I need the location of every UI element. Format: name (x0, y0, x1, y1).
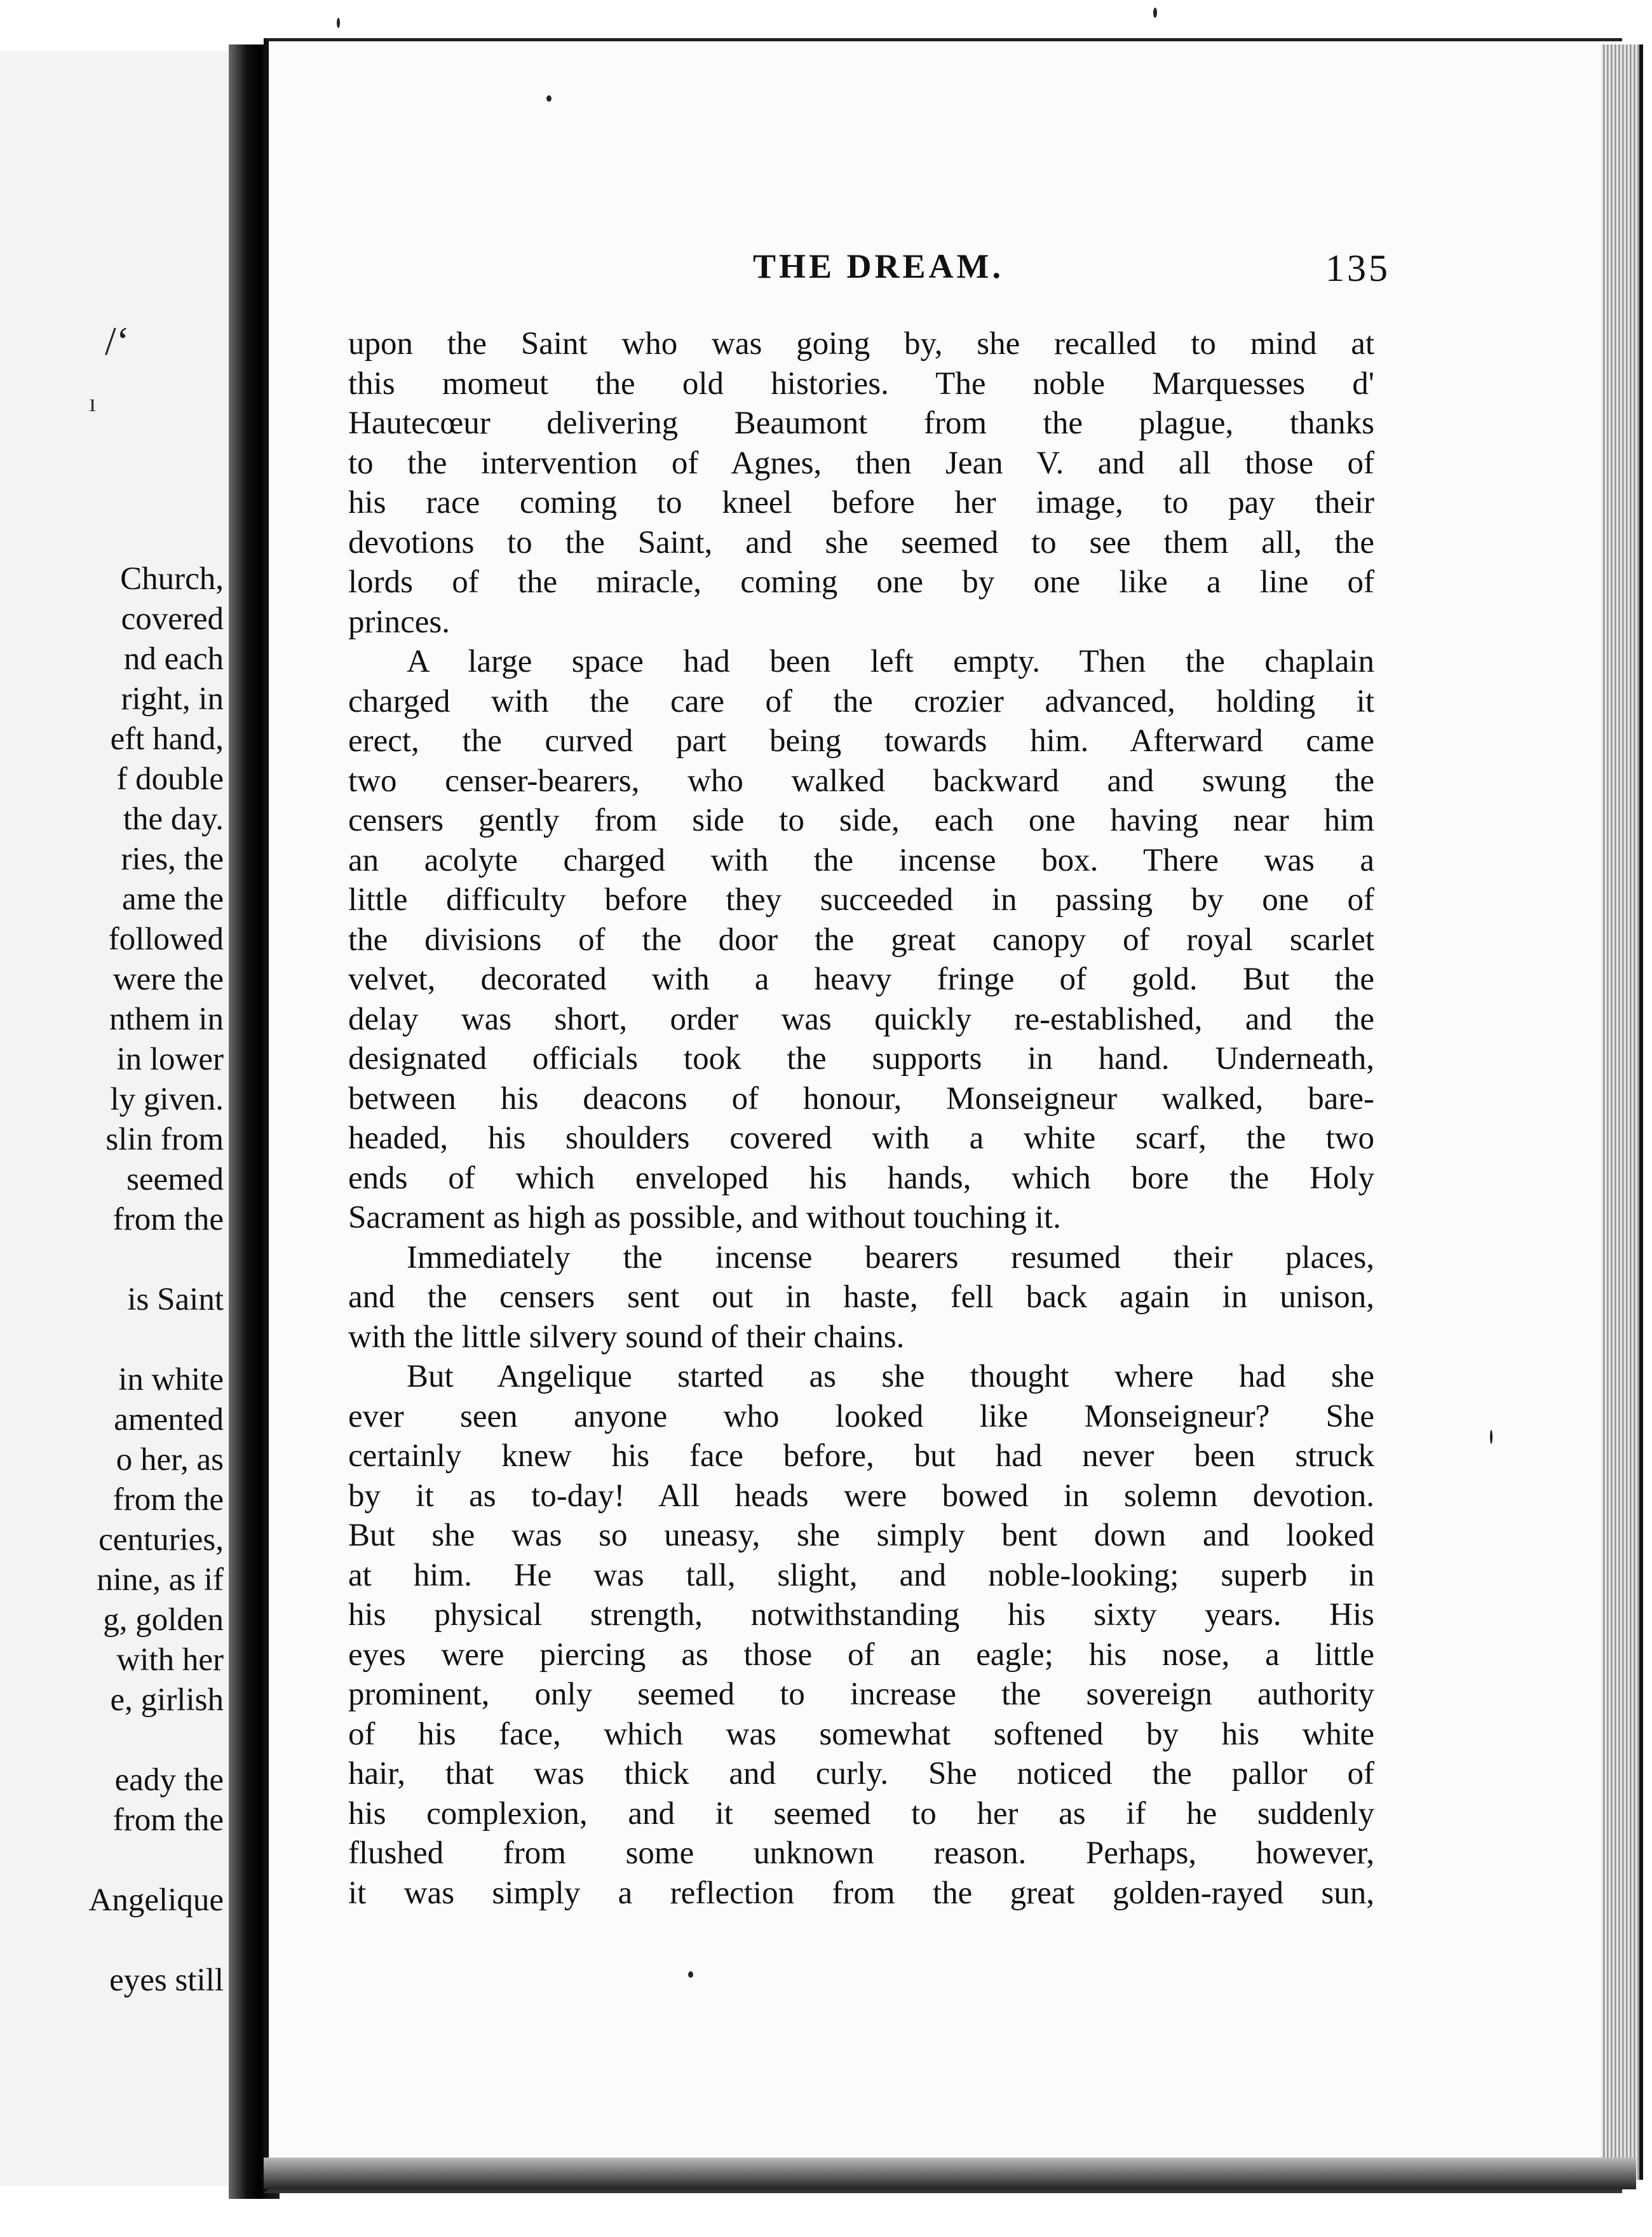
left-page-line: from the (112, 1802, 224, 1838)
body-line: hair, that was thick and curly. She noticed the pallor of (348, 1756, 1374, 1792)
body-line: certainly knew his face before, but had never been struck (348, 1438, 1374, 1474)
body-line: But Angelique started as she thought where had she (407, 1359, 1374, 1394)
left-page-text (0, 559, 229, 2001)
bottom-edge-shadow (264, 2158, 1636, 2189)
body-line: A large space had been left empty. Then the chaplain (407, 644, 1374, 679)
dust-speck (337, 18, 340, 28)
left-page-line: centuries, (98, 1522, 224, 1558)
left-page-line: slin from (105, 1122, 224, 1157)
left-page-line: ries, the (121, 841, 224, 877)
body-line: at him. He was tall, slight, and noble-looking; superb in (348, 1557, 1374, 1593)
left-page-line: e, girlish (110, 1682, 224, 1718)
left-page-line: ame the (122, 881, 224, 917)
left-page-line: the day. (123, 801, 224, 837)
left-page-line: in white (118, 1362, 224, 1397)
left-page-line: with her (116, 1642, 224, 1678)
body-line: prominent, only seemed to increase the sovereign authority (348, 1676, 1374, 1712)
left-page-line: ly given. (110, 1082, 224, 1117)
body-line: ever seen anyone who looked like Monseigneur? She (348, 1398, 1374, 1434)
body-line: his physical strength, notwithstanding his sixty years. His (348, 1597, 1374, 1633)
left-page-line: nd each (123, 641, 224, 677)
left-page-line: right, in (121, 681, 224, 717)
left-page-line: g, golden (103, 1602, 224, 1638)
left-page-line: were the (112, 962, 224, 997)
body-line: two censer-bearers, who walked backward and swung the (348, 763, 1374, 799)
body-line: headed, his shoulders covered with a white scarf, the two (348, 1120, 1374, 1156)
page-mark-glyph: /ʻ (105, 318, 130, 364)
body-line: designated officials took the supports in hand. Underneath, (348, 1041, 1374, 1077)
page-number: 135 (1325, 247, 1390, 289)
body-line: and the censers sent out in haste, fell back again in unison, (348, 1279, 1374, 1315)
body-line: his complexion, and it seemed to her as if he suddenly (348, 1795, 1374, 1832)
body-line: lords of the miracle, coming one by one like a line of (348, 564, 1374, 600)
body-line: to the intervention of Agnes, then Jean V. and all those of (348, 445, 1374, 481)
left-page-line: eft hand, (110, 721, 224, 757)
body-line: Hautecœur delivering Beaumont from the plague, thanks (348, 405, 1374, 441)
left-page-line: nthem in (109, 1002, 224, 1037)
body-line: charged with the care of the crozier advanced, holding it (348, 683, 1374, 719)
left-page-line: seemed (126, 1162, 224, 1197)
body-line: eyes were piercing as those of an eagle; his nose, a little (348, 1636, 1374, 1673)
left-page-line: from the (112, 1202, 224, 1237)
dust-speck (1490, 1430, 1493, 1444)
body-line: delay was short, order was quickly re-established, and the (348, 1001, 1374, 1037)
body-text (348, 324, 1374, 1913)
body-line: little difficulty before they succeeded in passing by one of (348, 882, 1374, 918)
left-page (0, 51, 235, 2186)
body-line: between his deacons of honour, Monseigneur walked, bare- (348, 1080, 1374, 1117)
left-page-line: is Saint (127, 1282, 224, 1317)
left-page-line (0, 1840, 224, 1880)
body-line: velvet, decorated with a heavy fringe of gold. But the (348, 962, 1374, 997)
body-line: it was simply a reflection from the great golden-rayed sun, (348, 1875, 1374, 1911)
left-page-line (0, 1921, 224, 1961)
dust-speck (546, 95, 552, 102)
body-line: censers gently from side to side, each one having near him (348, 803, 1374, 838)
left-page-line: from the (112, 1482, 224, 1518)
body-line: But she was so uneasy, she simply bent down and looked (348, 1518, 1374, 1553)
left-page-line: eyes still (109, 1962, 224, 1998)
left-page-line (0, 1320, 224, 1360)
left-page-line: Angelique (88, 1882, 224, 1918)
page-mark-tick: ı (89, 388, 97, 417)
body-line: of his face, which was somewhat softened by his white (348, 1716, 1374, 1752)
left-page-line: covered (121, 601, 224, 637)
left-page-line: eady the (114, 1762, 224, 1798)
body-line: ends of which enveloped his hands, which bore the Holy (348, 1160, 1374, 1196)
body-line: Immediately the incense bearers resumed their places, (407, 1239, 1374, 1275)
left-page-line: followed (108, 921, 224, 957)
left-page-line: amented (114, 1402, 224, 1438)
body-line: erect, the curved part being towards him. Afterward came (348, 723, 1374, 759)
body-line: his race coming to kneel before her image, to pay their (348, 485, 1374, 520)
body-line: an acolyte charged with the incense box. There was a (348, 842, 1374, 878)
body-line: with the little silvery sound of their chains. (348, 1319, 905, 1355)
left-page-line: Church, (120, 561, 224, 597)
body-line: this momeut the old histories. The noble Marquesses d' (348, 365, 1374, 402)
page-edges (1601, 44, 1643, 2180)
dust-speck (1153, 8, 1157, 18)
body-line: Sacrament as high as possible, and without touching it. (348, 1200, 1061, 1235)
body-line: upon the Saint who was going by, she recalled to mind at (348, 326, 1374, 362)
body-line: the divisions of the door the great canopy of royal scarlet (348, 921, 1374, 958)
left-page-line: f double (116, 761, 224, 797)
body-line: princes. (348, 604, 450, 640)
running-title: THE DREAM. (753, 247, 1005, 285)
left-page-line: o her, as (116, 1442, 224, 1478)
body-line: flushed from some unknown reason. Perhaps, however, (348, 1835, 1374, 1871)
body-line: devotions to the Saint, and she seemed to see them all, the (348, 524, 1374, 561)
left-page-line: nine, as if (97, 1562, 224, 1598)
dust-speck (688, 1971, 693, 1978)
left-page-line (0, 1240, 224, 1280)
left-page-line (0, 1720, 224, 1760)
left-page-line: in lower (116, 1042, 224, 1077)
body-line: by it as to-day! All heads were bowed in solemn devotion. (348, 1478, 1374, 1514)
